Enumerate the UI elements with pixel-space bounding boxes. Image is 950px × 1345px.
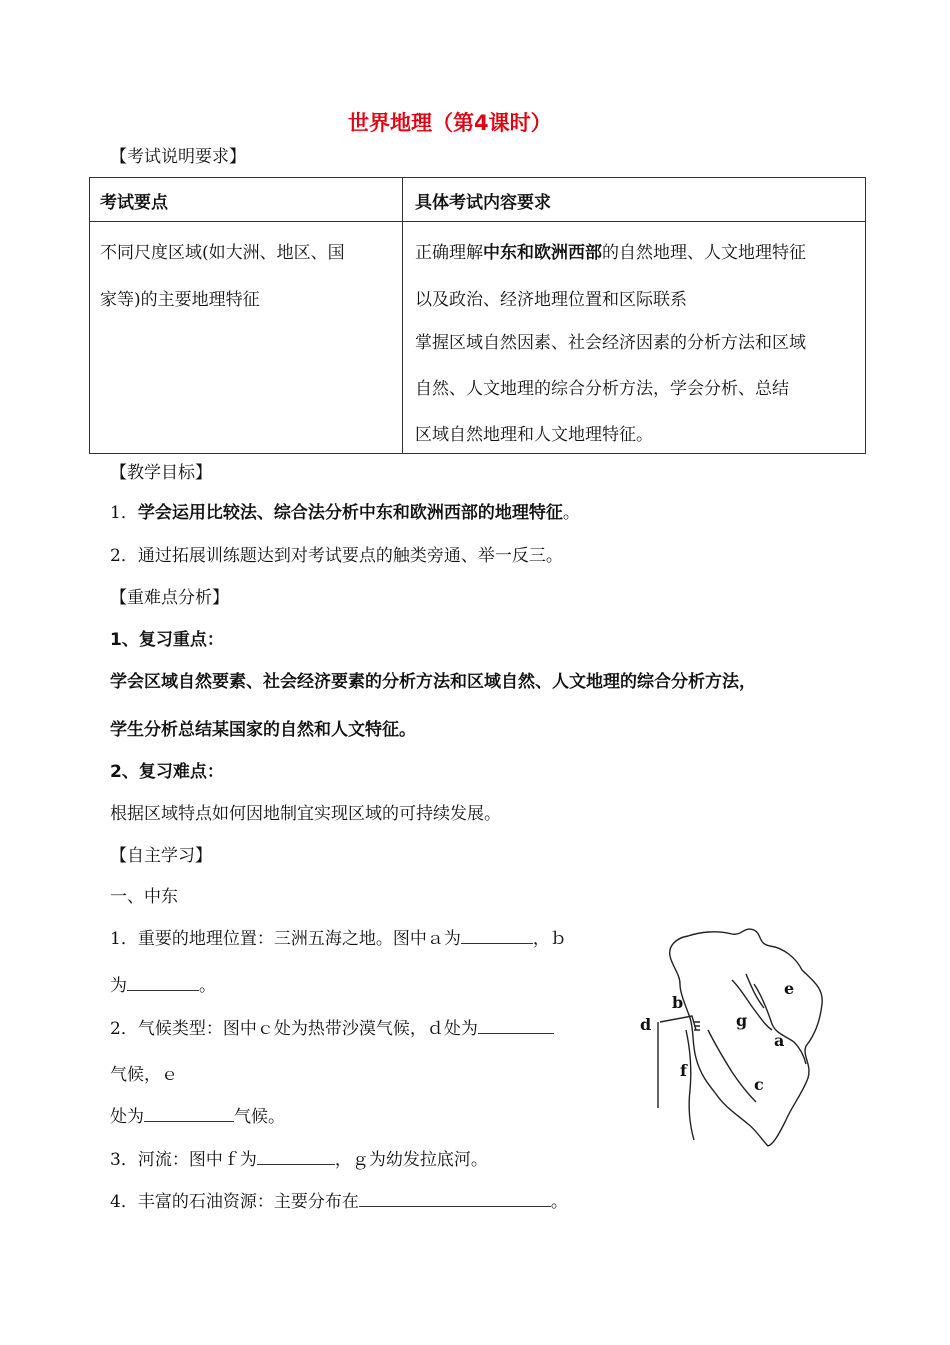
table-body-cell <box>403 222 866 454</box>
map-label-a: a <box>774 1031 785 1050</box>
key-point-1-line: 学会区域自然要素、社会经济要素的分析方法和区域自然、人文地理的综合分析方法， <box>110 672 756 692</box>
key-point-2-text: 根据区域特点如何因地制宜实现区域的可持续发展。 <box>110 804 501 824</box>
map-label-f: f <box>680 1061 687 1080</box>
map-label-c: c <box>754 1075 764 1094</box>
self-study-header: 【自主学习】 <box>110 846 212 866</box>
goal-2: 2．通过拓展训练题达到对考试要点的触类旁通、举一反三。 <box>110 546 563 566</box>
q1-text: 为 <box>110 976 127 996</box>
q2-blank-d[interactable] <box>478 1017 554 1034</box>
map-label-b: b <box>672 993 684 1012</box>
goal-1-text: 学会运用比较法、综合法分析中东和欧洲西部的地理特征 <box>137 503 563 523</box>
col2-line1-pre: 正确理解 <box>415 243 483 263</box>
map-label-d: d <box>640 1015 652 1034</box>
col2-line1-bold: 中东和欧洲西部 <box>483 243 602 263</box>
question-2 <box>110 1014 554 1039</box>
nile-river <box>686 1030 694 1140</box>
q4-blank[interactable] <box>359 1190 551 1207</box>
question-3 <box>110 1145 488 1170</box>
teaching-goals-header: 【教学目标】 <box>110 463 212 483</box>
sinai-marks <box>694 1022 700 1030</box>
goal-1-number: 1． <box>110 503 138 523</box>
col1-header: 考试要点 <box>100 193 168 213</box>
col1-line: 家等)的主要地理特征 <box>100 290 260 310</box>
table-header-cell <box>403 178 866 222</box>
q2-text: 气候。 <box>234 1107 285 1127</box>
goal-1-end: 。 <box>562 503 580 523</box>
q4-text: 。 <box>550 1192 568 1212</box>
q1-text: 1．重要的地理位置：三洲五海之地。图中ａ为 <box>110 929 461 949</box>
section-heading: 一、中东 <box>110 887 178 907</box>
key-point-1-title: 1、复习重点： <box>110 630 224 650</box>
goal-1 <box>110 498 580 523</box>
col2-line: 以及政治、经济地理位置和区际联系 <box>415 290 687 310</box>
q1-text: ，ｂ <box>532 929 567 949</box>
requirements-table <box>89 177 866 454</box>
q1-text: 。 <box>199 976 216 996</box>
question-4 <box>110 1187 568 1212</box>
question-2-cont: 气候，ｅ <box>110 1065 178 1085</box>
table-body-cell <box>90 222 403 454</box>
col2-line: 区域自然地理和人文地理特征。 <box>415 425 653 445</box>
exam-requirements-header: 【考试说明要求】 <box>110 147 246 167</box>
table-header-cell <box>90 178 403 222</box>
q2-blank-e[interactable] <box>144 1105 234 1122</box>
map-label-e: e <box>784 979 795 998</box>
q2-text: 2．气候类型：图中ｃ处为热带沙漠气候，ｄ处为 <box>110 1019 478 1039</box>
gulf-coast <box>754 984 806 1064</box>
col2-header: 具体考试内容要求 <box>415 193 551 213</box>
middle-east-outline <box>670 929 823 1146</box>
question-1 <box>110 924 567 949</box>
map-label-g: g <box>736 1011 748 1030</box>
col2-line <box>415 238 806 263</box>
col2-line: 掌握区域自然因素、社会经济因素的分析方法和区域 <box>415 333 806 353</box>
q2-text: 处为 <box>110 1107 144 1127</box>
key-points-header: 【重难点分析】 <box>110 588 229 608</box>
question-1-cont <box>110 971 216 996</box>
question-2-cont <box>110 1102 285 1127</box>
red-sea <box>708 1030 756 1102</box>
q3-text: ，ｇ为幼发拉底河。 <box>334 1150 488 1170</box>
key-point-2-title: 2、复习难点： <box>110 762 224 782</box>
col2-line1-post: 的自然地理、人文地理特征 <box>602 243 806 263</box>
page-title: 世界地理（第4课时） <box>348 111 552 135</box>
q1-blank-a[interactable] <box>461 927 533 944</box>
col2-line: 自然、人文地理的综合分析方法，学会分析、总结 <box>415 379 789 399</box>
q4-text: 4．丰富的石油资源：主要分布在 <box>110 1192 359 1212</box>
q1-blank-b[interactable] <box>127 974 199 991</box>
q3-text: 3．河流：图中ｆ为 <box>110 1150 257 1170</box>
q3-blank-f[interactable] <box>257 1148 335 1165</box>
col1-line: 不同尺度区域(如大洲、地区、国 <box>100 243 345 263</box>
middle-east-map <box>636 918 836 1153</box>
key-point-1-line: 学生分析总结某国家的自然和人文特征。 <box>110 720 416 740</box>
